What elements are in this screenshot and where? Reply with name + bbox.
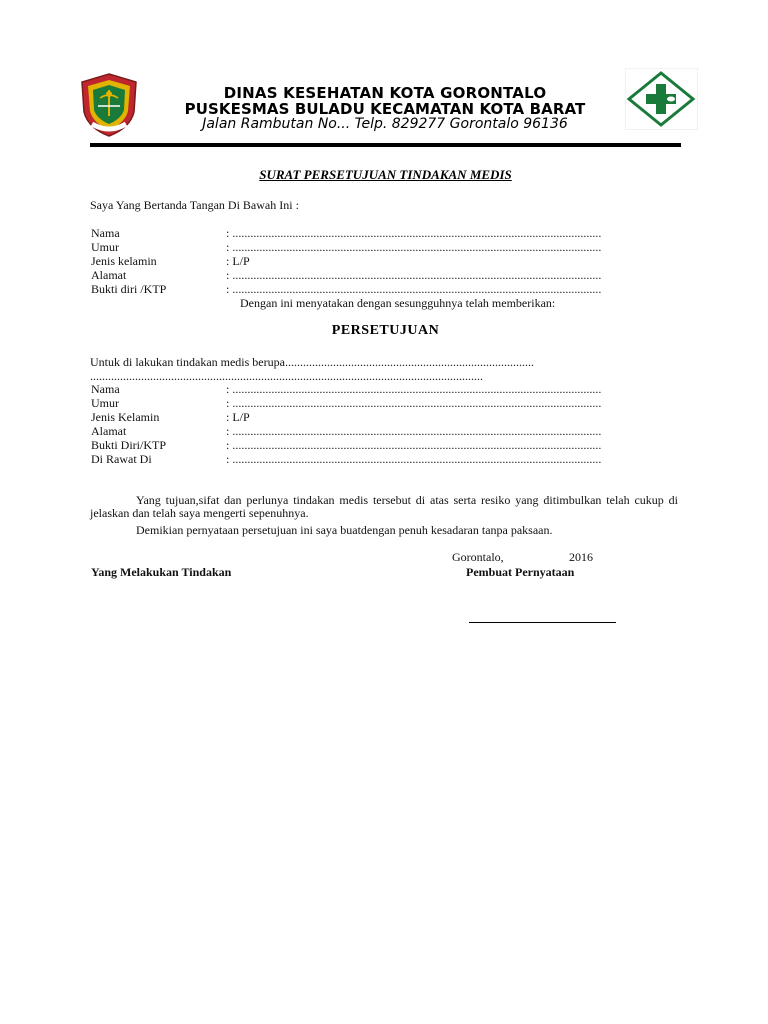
procedure-intro-label: Untuk di lakukan tindakan medis berupa <box>90 355 285 369</box>
header-rule <box>90 143 681 147</box>
field2-label-di-rawat-di: Di Rawat Di <box>91 452 152 466</box>
field2-line-nama[interactable]: : ........................................................................................................................... <box>226 382 602 396</box>
puskesmas-cross-logo <box>625 68 698 130</box>
intro-text: Saya Yang Bertanda Tangan Di Bawah Ini : <box>90 198 299 212</box>
field2-line-bukti-diri[interactable]: : ........................................................................................................................... <box>226 438 602 452</box>
city-seal-logo <box>78 72 140 138</box>
field-label-umur: Umur <box>91 240 119 254</box>
field2-label-nama: Nama <box>91 382 120 396</box>
field2-line-umur[interactable]: : ........................................................................................................................... <box>226 396 602 410</box>
statement-text: Dengan ini menyatakan dengan sesungguhnya telah memberikan: <box>240 296 556 310</box>
field-label-jenis-kelamin: Jenis kelamin <box>91 254 157 268</box>
signer-left-label: Yang Melakukan Tindakan <box>91 565 232 579</box>
procedure-intro-dots[interactable]: ................................................................................... <box>284 355 534 369</box>
field-line-bukti-diri[interactable]: : ........................................................................................................................... <box>226 282 602 296</box>
field-label-nama: Nama <box>91 226 120 240</box>
field2-label-jenis-kelamin: Jenis Kelamin <box>91 410 160 424</box>
signer-right-label: Pembuat Pernyataan <box>466 565 575 579</box>
consent-paragraph: Yang tujuan,sifat dan perlunya tindakan medis tersebut di atas serta resiko yang ditimbulkan telah cukup di jelaskan dan telah saya mengerti sepenuhnya. <box>90 493 678 520</box>
field-value-jenis-kelamin[interactable]: : L/P <box>226 254 250 268</box>
field2-line-di-rawat-di[interactable]: : ........................................................................................................................... <box>226 452 602 466</box>
year-text: 2016 <box>569 550 593 564</box>
field-line-alamat[interactable]: : ........................................................................................................................... <box>226 268 602 282</box>
place-text: Gorontalo, <box>452 550 504 564</box>
field-label-alamat: Alamat <box>91 268 127 282</box>
document-title: SURAT PERSETUJUAN TINDAKAN MEDIS <box>259 167 512 182</box>
procedure-intro <box>90 355 534 369</box>
field2-value-jenis-kelamin[interactable]: : L/P <box>226 410 250 424</box>
field2-label-alamat: Alamat <box>91 424 127 438</box>
field-label-bukti-diri: Bukti diri /KTP <box>91 282 167 296</box>
field2-label-bukti-diri: Bukti Diri/KTP <box>91 438 167 452</box>
header-agency: DINAS KESEHATAN KOTA GORONTALO <box>223 84 547 102</box>
field-line-umur[interactable]: : ........................................................................................................................... <box>226 240 602 254</box>
section-title-persetujuan: PERSETUJUAN <box>331 323 440 338</box>
procedure-line[interactable]: ................................................................................................................................... <box>90 369 483 383</box>
field2-label-umur: Umur <box>91 396 119 410</box>
field-line-nama[interactable]: : ........................................................................................................................... <box>226 226 602 240</box>
signature-line[interactable] <box>469 622 616 623</box>
header-puskesmas: PUSKESMAS BULADU KECAMATAN KOTA BARAT <box>184 100 586 118</box>
closing-paragraph: Demikian pernyataan persetujuan ini saya buatdengan penuh kesadaran tanpa paksaan. <box>136 523 553 537</box>
field2-line-alamat[interactable]: : ........................................................................................................................... <box>226 424 602 438</box>
header-address: Jalan Rambutan No... Telp. 829277 Gorontalo 96136 <box>202 116 568 132</box>
